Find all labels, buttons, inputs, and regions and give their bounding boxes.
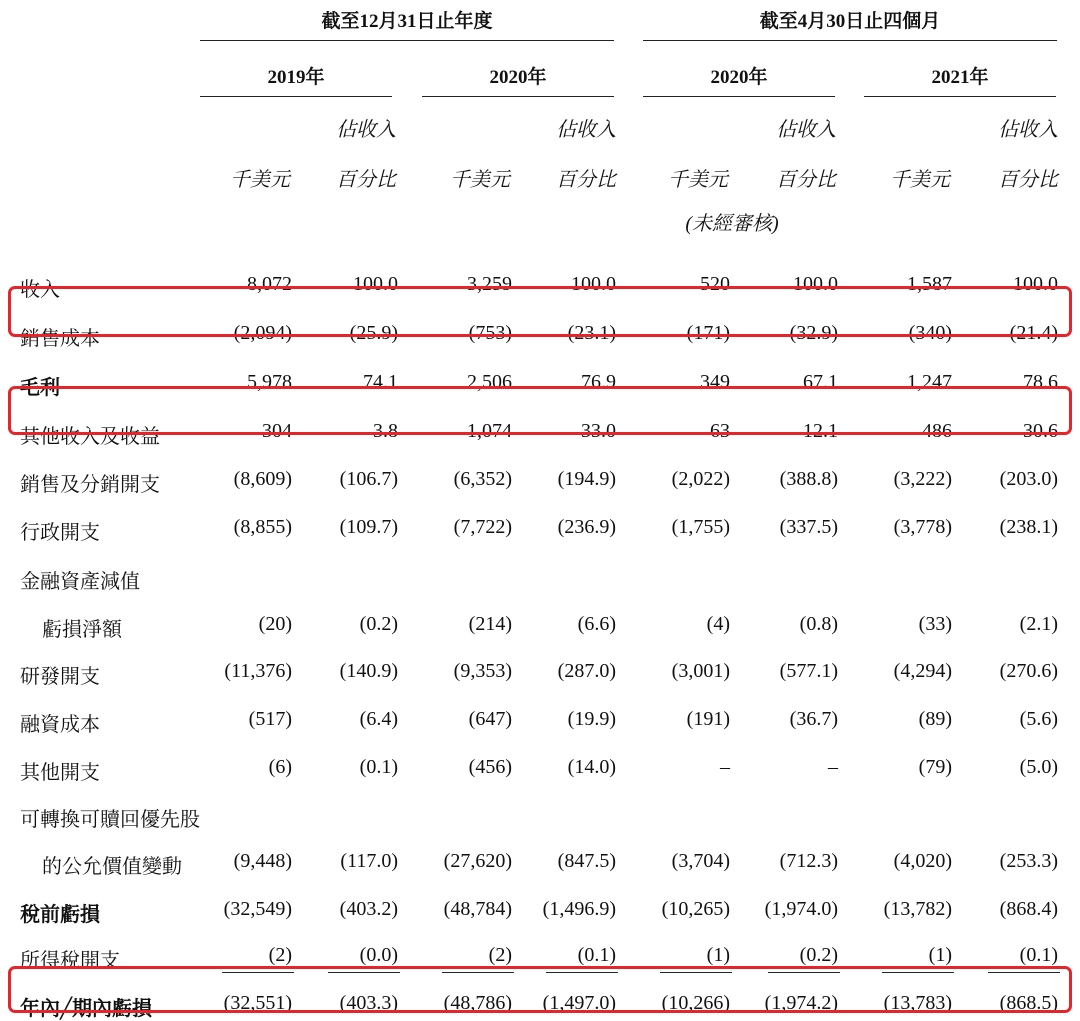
row-label: 金融資產減值 — [20, 571, 140, 593]
table-cell: (6) — [268, 756, 292, 778]
sub-header-unaudited: (未經審核) — [685, 213, 779, 235]
table-cell: (1,496.9) — [542, 898, 616, 920]
table-cell: 1,587 — [907, 273, 952, 295]
table-cell: 5,978 — [247, 371, 292, 393]
table-cell: 63 — [710, 420, 730, 442]
year-rule — [643, 96, 835, 97]
group-header-year-ended: 截至12月31日止年度 — [321, 11, 493, 32]
table-cell: (5.6) — [1019, 708, 1058, 730]
table-cell: (194.9) — [557, 468, 616, 490]
table-cell: (847.5) — [557, 850, 616, 872]
table-cell: (340) — [908, 322, 952, 344]
table-cell: (13,783) — [883, 992, 952, 1014]
highlight-box-revenue — [8, 286, 1072, 337]
table-cell: (388.8) — [779, 468, 838, 490]
table-cell: (10,265) — [661, 898, 730, 920]
table-cell: (8,855) — [233, 516, 292, 538]
sub-header-amount: 千美元 — [230, 169, 290, 191]
sub-header-amount: 千美元 — [450, 169, 510, 191]
sub-header-pct-line2: 百分比 — [998, 169, 1058, 191]
row-label: 銷售成本 — [20, 328, 100, 350]
table-cell: (140.9) — [339, 660, 398, 682]
table-cell: (0.8) — [799, 613, 838, 635]
table-cell: (13,782) — [883, 898, 952, 920]
table-cell: (253.3) — [999, 850, 1058, 872]
table-cell: (7,722) — [453, 516, 512, 538]
table-cell: (2,022) — [671, 468, 730, 490]
table-cell: 100.0 — [571, 273, 616, 295]
year-header: 2020年 — [710, 67, 768, 88]
table-cell: (236.9) — [557, 516, 616, 538]
table-cell: (3,778) — [893, 516, 952, 538]
row-label: 融資成本 — [20, 714, 100, 736]
table-cell: 30.6 — [1023, 420, 1058, 442]
table-cell: (2) — [488, 944, 512, 966]
table-cell: (0.1) — [577, 944, 616, 966]
table-cell: (403.2) — [339, 898, 398, 920]
table-cell: 74.1 — [363, 371, 398, 393]
table-cell: 1,074 — [467, 420, 512, 442]
table-cell: (20) — [258, 613, 292, 635]
year-header: 2020年 — [489, 67, 547, 88]
table-cell: (1,497.0) — [542, 992, 616, 1014]
table-cell: (10,266) — [661, 992, 730, 1014]
table-cell: 349 — [700, 371, 730, 393]
table-cell: (2,094) — [233, 322, 292, 344]
table-cell: (1) — [706, 944, 730, 966]
table-cell: 2,506 — [467, 371, 512, 393]
table-cell: 67.1 — [803, 371, 838, 393]
table-cell: (48,786) — [443, 992, 512, 1014]
row-label: 虧損淨額 — [42, 619, 122, 641]
sub-header-pct-line1: 佔收入 — [556, 119, 616, 141]
table-cell: (8,609) — [233, 468, 292, 490]
table-cell: (1,755) — [671, 516, 730, 538]
table-cell: (203.0) — [999, 468, 1058, 490]
table-cell: (9,448) — [233, 850, 292, 872]
sub-header-amount: 千美元 — [668, 169, 728, 191]
row-label: 行政開支 — [20, 522, 100, 544]
table-cell: (4,020) — [893, 850, 952, 872]
table-cell: (36.7) — [789, 708, 838, 730]
table-cell: 3,259 — [467, 273, 512, 295]
table-cell: (6.4) — [359, 708, 398, 730]
table-cell: 486 — [922, 420, 952, 442]
table-cell: (0.0) — [359, 944, 398, 966]
table-cell: (403.3) — [339, 992, 398, 1014]
group-rule — [200, 40, 614, 41]
row-label: 收入 — [20, 279, 60, 301]
table-cell: (0.1) — [359, 756, 398, 778]
year-rule — [422, 96, 614, 97]
table-cell: 304 — [262, 420, 292, 442]
table-cell: (33) — [918, 613, 952, 635]
table-cell: (0.2) — [799, 944, 838, 966]
sub-header-pct-line2: 百分比 — [556, 169, 616, 191]
year-header: 2021年 — [931, 67, 989, 88]
sub-header-pct-line1: 佔收入 — [776, 119, 836, 141]
table-cell: (25.9) — [349, 322, 398, 344]
sub-header-pct-line2: 百分比 — [336, 169, 396, 191]
table-cell: (3,704) — [671, 850, 730, 872]
table-cell: 3.8 — [373, 420, 398, 442]
table-cell: (753) — [468, 322, 512, 344]
table-cell: 8,072 — [247, 273, 292, 295]
table-cell: (2.1) — [1019, 613, 1058, 635]
table-cell: (106.7) — [339, 468, 398, 490]
row-label: 的公允價值變動 — [42, 856, 182, 878]
table-cell: (270.6) — [999, 660, 1058, 682]
row-label: 其他開支 — [20, 762, 100, 784]
table-cell: (21.4) — [1009, 322, 1058, 344]
row-label: 年內╱期內虧損 — [20, 998, 153, 1020]
group-rule — [643, 40, 1057, 41]
table-cell: 1,247 — [907, 371, 952, 393]
table-cell: (117.0) — [340, 850, 398, 872]
table-cell: (32,549) — [223, 898, 292, 920]
table-cell: (868.5) — [999, 992, 1058, 1014]
sub-header-amount: 千美元 — [890, 169, 950, 191]
table-cell: 33.0 — [581, 420, 616, 442]
table-cell: 100.0 — [793, 273, 838, 295]
table-cell: (11,376) — [224, 660, 292, 682]
table-cell: (1,974.2) — [764, 992, 838, 1014]
row-label: 稅前虧損 — [20, 904, 100, 926]
table-cell: (79) — [918, 756, 952, 778]
table-cell: (647) — [468, 708, 512, 730]
table-cell: 100.0 — [353, 273, 398, 295]
table-cell: (2) — [268, 944, 292, 966]
table-cell: (27,620) — [443, 850, 512, 872]
table-cell: (19.9) — [567, 708, 616, 730]
table-cell: (6.6) — [577, 613, 616, 635]
table-cell: 100.0 — [1013, 273, 1058, 295]
year-header: 2019年 — [267, 67, 325, 88]
sub-header-pct-line1: 佔收入 — [336, 119, 396, 141]
table-cell: 76.9 — [581, 371, 616, 393]
row-label: 毛利 — [20, 377, 60, 399]
row-label: 銷售及分銷開支 — [20, 474, 160, 496]
table-cell: (0.1) — [1019, 944, 1058, 966]
table-cell: (712.3) — [779, 850, 838, 872]
table-cell: (109.7) — [339, 516, 398, 538]
table-cell: (6,352) — [453, 468, 512, 490]
table-cell: 78.6 — [1023, 371, 1058, 393]
table-cell: (89) — [918, 708, 952, 730]
table-cell: (32,551) — [223, 992, 292, 1014]
row-label: 可轉換可贖回優先股 — [20, 809, 200, 831]
year-rule — [864, 96, 1056, 97]
table-cell: (238.1) — [999, 516, 1058, 538]
table-cell: (9,353) — [453, 660, 512, 682]
table-cell: (191) — [686, 708, 730, 730]
highlight-box-gross-profit — [8, 386, 1072, 435]
table-cell: (1,974.0) — [764, 898, 838, 920]
table-cell: (48,784) — [443, 898, 512, 920]
table-cell: (3,222) — [893, 468, 952, 490]
table-cell: (5.0) — [1019, 756, 1058, 778]
table-cell: (3,001) — [671, 660, 730, 682]
table-cell: (577.1) — [779, 660, 838, 682]
table-cell: (868.4) — [999, 898, 1058, 920]
table-cell: (214) — [468, 613, 512, 635]
table-cell: (0.2) — [359, 613, 398, 635]
year-rule — [200, 96, 392, 97]
table-cell: (23.1) — [567, 322, 616, 344]
sub-header-pct-line2: 百分比 — [776, 169, 836, 191]
table-cell: – — [828, 756, 838, 778]
row-label: 所得稅開支 — [20, 950, 120, 972]
table-cell: – — [720, 756, 730, 778]
row-label: 其他收入及收益 — [20, 426, 160, 448]
table-cell: (337.5) — [779, 516, 838, 538]
highlight-box-loss — [8, 966, 1072, 1013]
table-cell: (1) — [928, 944, 952, 966]
table-cell: 12.1 — [803, 420, 838, 442]
table-cell: (14.0) — [567, 756, 616, 778]
table-cell: (171) — [686, 322, 730, 344]
table-cell: (4) — [706, 613, 730, 635]
table-cell: (32.9) — [789, 322, 838, 344]
table-cell: (456) — [468, 756, 512, 778]
table-cell: (287.0) — [557, 660, 616, 682]
sub-header-pct-line1: 佔收入 — [998, 119, 1058, 141]
table-cell: 520 — [700, 273, 730, 295]
group-header-four-months: 截至4月30日止四個月 — [759, 11, 941, 32]
table-cell: (4,294) — [893, 660, 952, 682]
table-cell: (517) — [248, 708, 292, 730]
row-label: 研發開支 — [20, 666, 100, 688]
